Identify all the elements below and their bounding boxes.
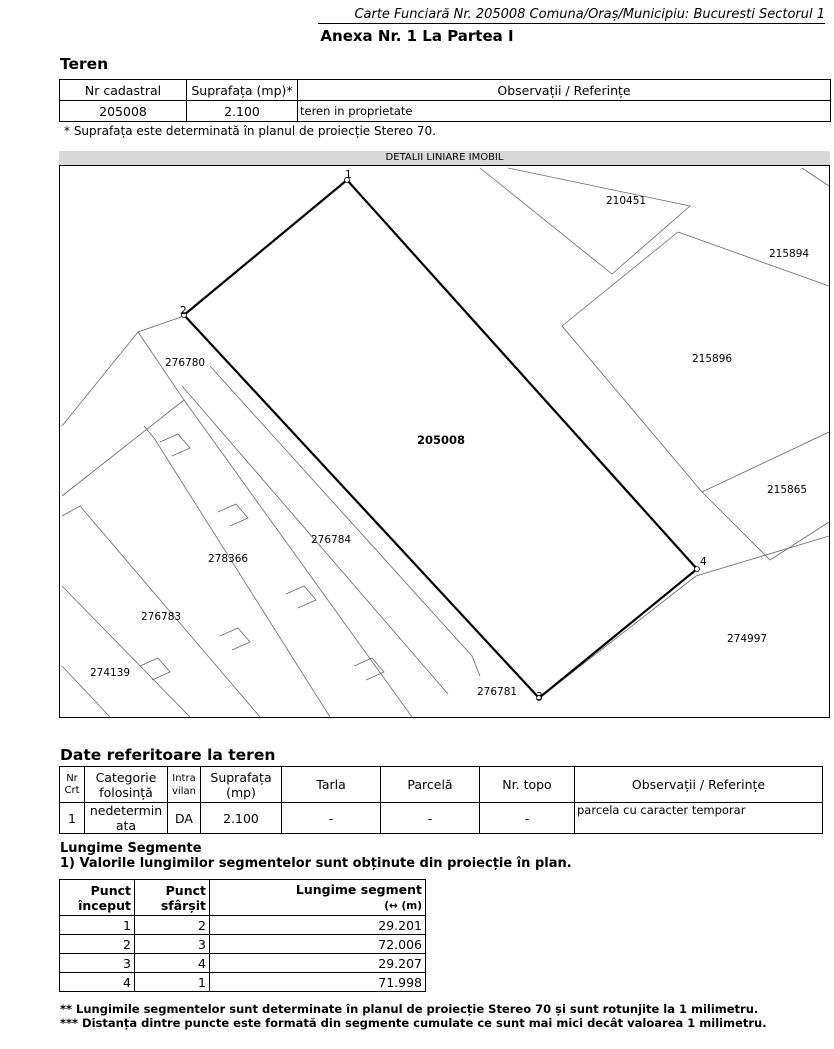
parcel-label-278366: 278366 — [208, 553, 249, 565]
lungime-note-1: ** Lungimile segmentelor sunt determinate în planul de proiecție Stereo 70 și sunt rotunjite la 1 milimetru. — [60, 1002, 759, 1016]
teren-title: Teren — [60, 55, 109, 73]
strip-line-6 — [62, 586, 190, 717]
segment-length: 29.207 — [210, 954, 426, 973]
col-punct-inceput: Punct început — [60, 880, 135, 916]
parcel-outline-215894-b — [802, 168, 829, 186]
parcel-label-276781: 276781 — [477, 686, 518, 698]
segment-end: 1 — [135, 973, 210, 992]
notch-5 — [354, 658, 384, 680]
row-parcela: - — [381, 803, 480, 834]
cadastral-map — [59, 165, 830, 718]
map-labels — [90, 169, 809, 703]
row-suprafata-2: 2.100 — [201, 803, 282, 834]
lungime-note-2: *** Distanța dintre puncte este formată din segmente cumulate ce sunt mai mici decât valoarea 1 milimetru. — [60, 1016, 767, 1030]
table-row — [60, 954, 426, 973]
lungime-table — [59, 879, 426, 992]
lungime-title: Lungime Segmente — [60, 841, 202, 856]
vertex-marker-4 — [695, 567, 700, 572]
row-tarla: - — [282, 803, 381, 834]
teren-footnote: * Suprafața este determinată în planul de proiecție Stereo 70. — [64, 124, 437, 138]
lungime-subtitle: 1) Valorile lungimilor segmentelor sunt obținute din proiecție în plan. — [60, 856, 572, 871]
anexa-title: Anexa Nr. 1 La Partea I — [320, 27, 514, 45]
table-row — [60, 916, 426, 935]
parcel-outline-210451 — [480, 168, 690, 274]
notch-1 — [160, 434, 190, 456]
parcel-label-210451: 210451 — [606, 195, 647, 207]
strip-line-5 — [210, 366, 480, 676]
col-intravilan: Intra vilan — [168, 767, 201, 803]
col-observatii-2: Observații / Referințe — [575, 767, 823, 803]
vertex-label-1: 1 — [345, 169, 352, 181]
segment-end: 3 — [135, 935, 210, 954]
parcel-label-276783: 276783 — [141, 611, 182, 623]
table-row — [60, 935, 426, 954]
segment-length: 72.006 — [210, 935, 426, 954]
vertex-label-4: 4 — [700, 556, 707, 568]
row-observatii-2: parcela cu caracter temporar — [575, 803, 823, 834]
col-suprafata-2: Suprafața (mp) — [201, 767, 282, 803]
vertex-label-3: 3 — [536, 691, 543, 703]
parcel-label-215894: 215894 — [769, 248, 810, 260]
row-suprafata: 2.100 — [187, 101, 298, 122]
segment-length: 29.201 — [210, 916, 426, 935]
parcel-outline-215865 — [702, 492, 829, 560]
col-parcela: Parcelă — [381, 767, 480, 803]
row-observatii: teren in proprietate — [298, 101, 831, 122]
col-lungime-segment: Lungime segment (↔ (m) — [210, 880, 426, 916]
segment-start: 2 — [60, 935, 135, 954]
col-nr-topo: Nr. topo — [480, 767, 575, 803]
notch-4 — [220, 628, 250, 650]
segment-end: 2 — [135, 916, 210, 935]
parcel-outline-274997 — [696, 536, 829, 576]
notch-6 — [140, 658, 170, 680]
segment-end: 4 — [135, 954, 210, 973]
row-nr-cadastral: 205008 — [60, 101, 187, 122]
parcel-label-276784: 276784 — [311, 534, 352, 546]
carte-funciara-header: Carte Funciară Nr. 205008 Comuna/Oraș/Municipiu: Bucuresti Sectorul 1 — [318, 7, 825, 24]
map-svg — [60, 166, 829, 717]
vertex-label-2: 2 — [180, 305, 187, 317]
date-teren-title: Date referitoare la teren — [60, 746, 276, 764]
notch-3 — [286, 586, 316, 608]
col-punct-sfarsit: Punct sfârșit — [135, 880, 210, 916]
col-categorie: Categorie folosință — [85, 767, 168, 803]
row-intravilan: DA — [168, 803, 201, 834]
segment-start: 1 — [60, 916, 135, 935]
col-suprafata: Suprafața (mp)* — [187, 80, 298, 101]
date-teren-table — [59, 766, 823, 834]
col-nr-crt: Nr Crt — [60, 767, 85, 803]
row-nr-topo: - — [480, 803, 575, 834]
teren-table — [59, 79, 831, 122]
detalii-liniare-bar: DETALII LINIARE IMOBIL — [59, 151, 830, 165]
segment-length: 71.998 — [210, 973, 426, 992]
parcel-label-274997: 274997 — [727, 633, 768, 645]
col-tarla: Tarla — [282, 767, 381, 803]
main-parcel-label: 205008 — [417, 433, 466, 447]
segment-start: 3 — [60, 954, 135, 973]
row-nr-crt: 1 — [60, 803, 85, 834]
parcel-label-215865: 215865 — [767, 484, 808, 496]
strip-line-2 — [144, 426, 330, 717]
col-observatii: Observații / Referințe — [298, 80, 831, 101]
table-row — [60, 973, 426, 992]
row-categorie: nedetermin ata — [85, 803, 168, 834]
parcel-label-215896: 215896 — [692, 353, 733, 365]
col-nr-cadastral: Nr cadastral — [60, 80, 187, 101]
parcel-outline-276780-a — [62, 316, 184, 426]
parcel-label-276780: 276780 — [165, 357, 206, 369]
segment-start: 4 — [60, 973, 135, 992]
parcel-label-274139: 274139 — [90, 667, 131, 679]
notch-2 — [218, 504, 248, 526]
